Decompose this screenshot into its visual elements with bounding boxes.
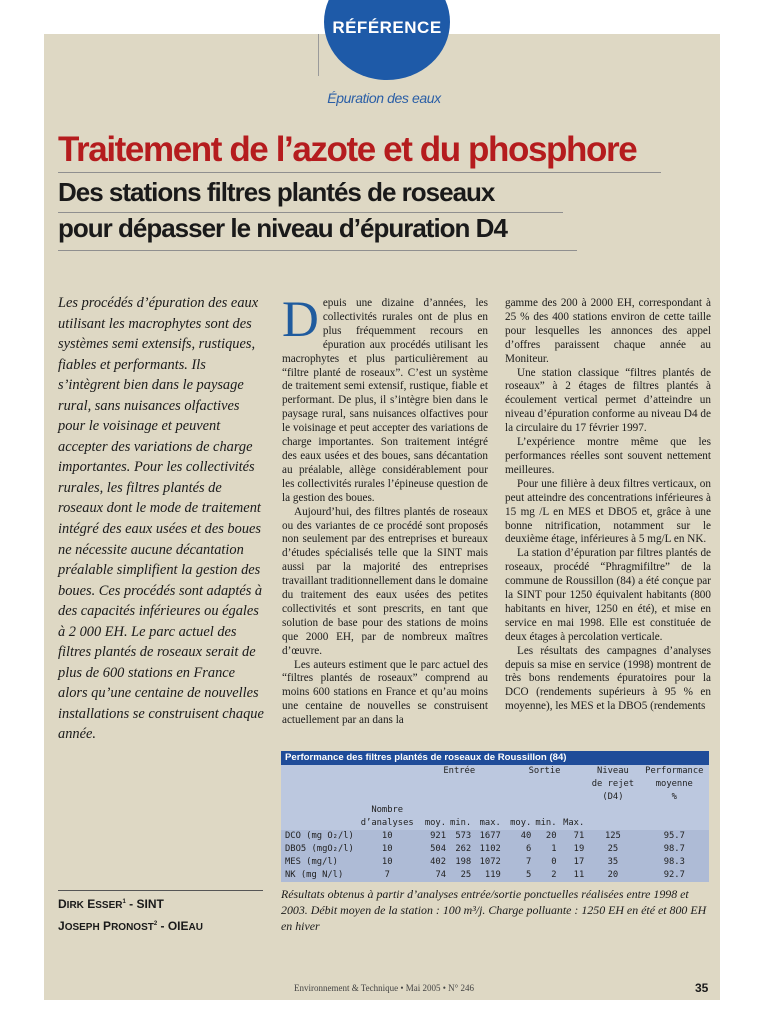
header-niveau: (D4) (602, 792, 624, 802)
table-row (281, 856, 709, 869)
table-cell: 1 (533, 843, 558, 856)
author-text: RONOST (111, 922, 154, 933)
body-paragraph (282, 292, 488, 506)
table-cell: 74 (416, 869, 448, 882)
table-cell: 504 (416, 843, 448, 856)
body-paragraph: Aujourd’hui, des filtres plantés de roseaux ou des variantes de ce procédé sont proposés non seulement par des entreprises et bureaux d’études spécialisés telle que la SINT mais aussi par la majorité des entreprises travaillant traditionnellement dans le domaine du traitement des eaux usées des petites collectivités et sont prescrits, en tant que solution de base pour des stations de moins que 2000 EH, par de nombreux maîtres d’œuvre. (282, 505, 488, 657)
table-cell: 921 (416, 830, 448, 843)
subheader-cell: min. (450, 818, 472, 828)
table-cell: 0 (533, 856, 558, 869)
authors-block (58, 893, 203, 937)
page-footer: Environnement & Technique • Mai 2005 • N° 246 (293, 983, 475, 993)
table-cell: 573 (448, 830, 473, 843)
table-header-row (281, 817, 709, 830)
table-cell: MES (mg/l) (281, 856, 359, 869)
table-cell: 10 (359, 843, 416, 856)
table-title: Performance des filtres plantés de roseaux de Roussillon (84) (281, 751, 709, 765)
title-underline (58, 172, 661, 173)
article-title: Traitement de l’azote et du phosphore (58, 130, 637, 169)
header-niveau: de rejet (591, 779, 635, 789)
paragraph-text: epuis une dizaine d’années, les collectivités rurales ont de plus en plus fréquemment recours en épuration aux procédés utilisant les macrophytes et plus particulièrement au “filtre planté de roseaux”. C’est un système de traitement semi extensif, rustique, fiable et performant. De plus, il s’intègre bien dans le paysage rural, sans nuisances olfactives pour le voisinage et peut accepter des variations de charge importantes. Son traitement intégré des eaux usées et des boues, sans décantation au préalable, allège considérablement pour les collectivités rurales l’épineuse question de la gestion des boues. (282, 297, 488, 504)
table-cell: 25 (448, 869, 473, 882)
subheader-cell: max. (479, 818, 501, 828)
header-sortie: Sortie (528, 766, 561, 776)
page-number: 35 (695, 981, 709, 995)
subtitle-underline-2 (58, 250, 577, 251)
author-text: D (58, 897, 67, 911)
table-cell: 119 (473, 869, 503, 882)
lead-text: Les procédés d’épuration des eaux utilisant les macrophytes sont des systèmes semi extensifs, rustiques, fiables et performants. Ils s’intègrent bien dans le paysage rural, sans nuisances olfactives pour le voisinage et peuvent accepter des variations de charge importantes. Pour les collectivités rurales, les filtres plantés de roseaux dont le mode de traitement intégré des eaux usées et des boues ne nécessite aucune décantation préalable simplifient la gestion des boues. Ces procédés sont adaptés à des capacités inférieures ou égales à 2 000 EH. Le parc actuel des filtres plantés de roseaux serait de plus de 600 stations en France alors qu’une centaine de nouvelles installations se construisent chaque année. (58, 295, 264, 743)
table-header-row (281, 778, 709, 791)
table-header-row (281, 804, 709, 817)
author-text: J (58, 919, 65, 933)
subheader-cell: min. (535, 818, 557, 828)
body-paragraph: gamme des 200 à 2000 EH, correspondant à 25 % des 400 stations environ de cette taille pour lesquelles les annonces des appel d’offres paraissent chaque année au Moniteur. (505, 297, 711, 365)
header-performance: % (671, 792, 677, 802)
table-row (281, 843, 709, 856)
table-cell: 7 (503, 856, 534, 869)
table-cell: NK (mg N/l) (281, 869, 359, 882)
badge-connector-line (318, 34, 319, 76)
table-cell: 11 (559, 869, 587, 882)
table-cell: 1072 (473, 856, 503, 869)
table-cell: 10 (359, 856, 416, 869)
performance-table (281, 765, 709, 882)
subheader-cell: moy. (424, 818, 447, 828)
body-paragraph: Les résultats des campagnes d’analyses depuis sa mise en service (1998) montrent de très bons rendements épuratoires pour la DCO (rendements supérieurs à 95 % en moyenne), les MES et la DBO5 (rendements (505, 644, 711, 713)
table-cell: 98.3 (640, 856, 709, 869)
drop-cap: D (282, 292, 319, 348)
table-cell: 7 (359, 869, 416, 882)
body-paragraph: La station d’épuration par filtres plantés de roseaux, procédé “Phragmifiltre” de la commune de Roussillon (84) a été conçue par la SINT pour 1250 équivalent habitants (800 habitants en hiver, 1250 en été), et mise en service en mai 1998. Elle est constituée de deux étages à percolation verticale. (505, 547, 711, 643)
performance-table-box (281, 751, 709, 882)
author-1 (58, 893, 203, 915)
author-text: SSER (95, 900, 123, 911)
table-cell: 98.7 (640, 843, 709, 856)
body-column-1 (282, 292, 488, 728)
author-organization: - OIE (157, 919, 189, 933)
body-column-2 (505, 297, 711, 714)
author-footnote-mark: 1 (122, 899, 126, 905)
table-row (281, 869, 709, 882)
subheader-cell: moy. (510, 818, 532, 828)
subtitle-line-1: Des stations filtres plantés de roseaux (58, 177, 495, 207)
table-cell: 125 (586, 830, 639, 843)
section-badge: RÉFÉRENCE (324, 0, 450, 80)
header-entree: Entrée (443, 766, 476, 776)
article-subtitle (58, 174, 507, 246)
header-nombre: d’analyses (360, 818, 414, 828)
table-cell: DBO5 (mgO₂/l) (281, 843, 359, 856)
table-cell: 20 (533, 830, 558, 843)
lead-paragraph (58, 293, 268, 745)
table-header-row (281, 765, 709, 778)
subtitle-underline-1 (58, 212, 563, 213)
table-row (281, 830, 709, 843)
table-caption: Résultats obtenus à partir d’analyses entrée/sortie ponctuelles réalisées entre 1998 et 2003. Débit moyen de la station : 100 m³/j. Charge polluante : 1250 EH en été et 800 EH en hiver (281, 887, 707, 933)
header-niveau: Niveau (597, 766, 629, 776)
author-text: P (103, 919, 112, 933)
table-header-row (281, 791, 709, 804)
author-footnote-mark: 2 (153, 921, 158, 927)
author-organization: AU (188, 922, 203, 933)
table-cell: 19 (559, 843, 587, 856)
table-cell: 95.7 (640, 830, 709, 843)
table-cell: DCO (mg O₂/l) (281, 830, 359, 843)
table-cell: 2 (533, 869, 558, 882)
table-cell: 71 (559, 830, 587, 843)
body-paragraph: Les auteurs estiment que le parc actuel des “filtres plantés de roseaux” comprend au moins 600 stations en France et qu’au moins une centaine de nouvelles se construisent actuellement par an dans la (282, 658, 488, 727)
table-cell: 262 (448, 843, 473, 856)
header-performance: Performance (645, 766, 704, 776)
header-performance: moyenne (655, 779, 693, 789)
table-cell: 25 (586, 843, 639, 856)
author-organization: - SINT (125, 897, 164, 911)
table-cell: 92.7 (640, 869, 709, 882)
table-cell: 1102 (473, 843, 503, 856)
table-cell: 10 (359, 830, 416, 843)
author-2 (58, 915, 203, 937)
author-text: E (87, 897, 96, 911)
table-cell: 40 (503, 830, 534, 843)
table-cell: 402 (416, 856, 448, 869)
authors-rule (58, 890, 263, 891)
table-cell: 6 (503, 843, 534, 856)
table-cell: 198 (448, 856, 473, 869)
table-cell: 5 (503, 869, 534, 882)
table-cell: 1677 (473, 830, 503, 843)
author-text: IRK (66, 900, 84, 911)
rubric-label: Épuration des eaux (327, 90, 441, 106)
body-paragraph: Pour une filière à deux filtres verticaux, on peut atteindre des concentrations inférieures à 15 mg /L en MES et DBO5 et, grâce à une bonne nitrification, notamment sur le deuxième étage, inférieures à 5 mg/L en NK. (505, 477, 711, 546)
subheader-cell: Max. (563, 818, 585, 828)
author-text: OSEPH (64, 922, 100, 933)
table-cell: 20 (586, 869, 639, 882)
table-cell: 17 (559, 856, 587, 869)
subtitle-line-2: pour dépasser le niveau d’épuration D4 (58, 213, 507, 243)
body-paragraph: Une station classique “filtres plantés de roseaux” à 2 étages de filtres plantés à écoulement vertical permet d’atteindre un niveau d’épuration conforme au niveau D4 de la circulaire du 17 février 1997. (505, 366, 711, 435)
body-paragraph: L’expérience montre même que les performances réelles sont souvent nettement meilleures. (505, 436, 711, 476)
header-nombre: Nombre (371, 805, 404, 815)
table-cell: 35 (586, 856, 639, 869)
